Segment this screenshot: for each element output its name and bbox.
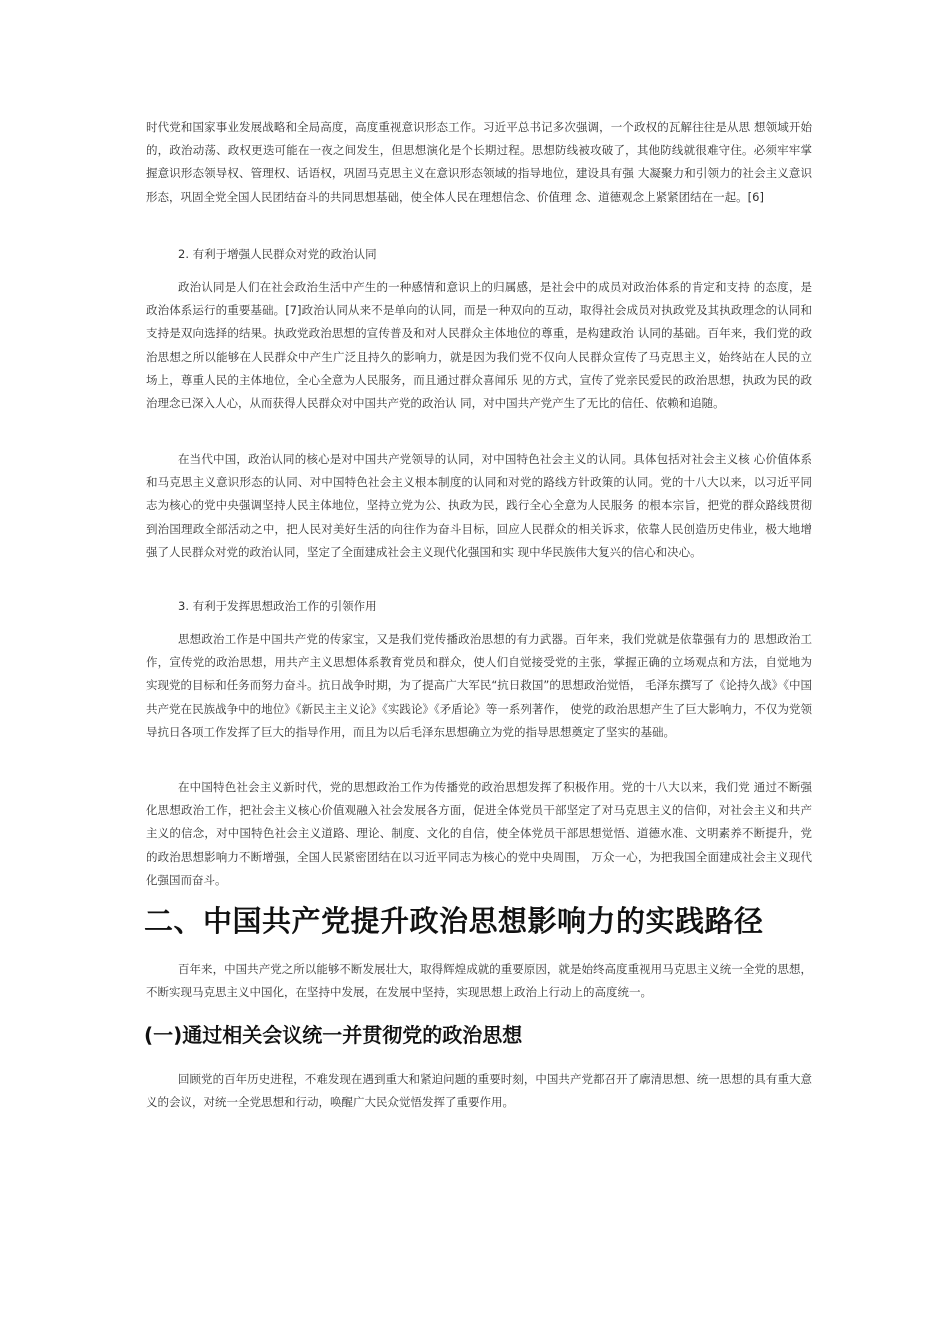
subsection-heading: (一)通过相关会议统一并贯彻党的政治思想: [144, 1023, 523, 1047]
paragraph-ideological-work-heritage: 思想政治工作是中国共产党的传家宝，又是我们党传播政治思想的有力武器。百年来，我们党就是依靠强有力的 思想政治工作，宣传党的政治思想，用共产主义思想体系教育党员和群众，使人们自觉接受党的主张，掌握正确的立场观点和方法，自觉地为实现党的目标和任务而努力奋斗。抗日战争时期，为了提高广大军民“抗日救国”的思想政治觉悟， 毛泽东撰写了《论持久战》《中国共产党在民族战争中的地位》《新民主主义论》《实践论》《矛盾论》等一系列著作， 使党的政治思想产生了巨大影响力，不仅为党领导抗日各项工作发挥了巨大的指导作用，而且为以后毛泽东思想确立为党的指导思想奠定了坚实的基础。: [146, 632, 812, 739]
paragraph-meetings-review: 回顾党的百年历史进程，不难发现在遇到重大和紧迫问题的重要时刻，中国共产党都召开了廓清思想、统一思想的具有重大意义的会议，对统一全党思想和行动，唤醒广大民众觉悟发挥了重要作用。: [146, 1072, 812, 1110]
subheading-ideological-work: 3. 有利于发挥思想政治工作的引领作用: [178, 599, 377, 613]
section-heading: 二、中国共产党提升政治思想影响力的实践路径: [144, 904, 764, 938]
paragraph-ideology-work: 时代党和国家事业发展战略和全局高度，高度重视意识形态工作。习近平总书记多次强调，一个政权的瓦解往往是从思 想领域开始的，政治动荡、政权更迭可能在一夜之间发生，但思想演化是个长期过程。思想防线被攻破了，其他防线就很难守住。必须牢牢掌握意识形态领导权、管理权、话语权，巩固马克思主义在意识形态领域的指导地位，建设具有强 大凝聚力和引领力的社会主义意识形态，巩固全党全国人民团结奋斗的共同思想基础，使全体人民在理想信念、价值理 念、道德观念上紧紧团结在一起。[6]: [146, 120, 812, 204]
paragraph-new-era-ideological-work: 在中国特色社会主义新时代，党的思想政治工作为传播党的政治思想发挥了积极作用。党的十八大以来，我们党 通过不断强化思想政治工作，把社会主义核心价值观融入社会发展各方面，促进全体党员干部坚定了对马克思主义的信仰，对社会主义和共产主义的信念，对中国特色社会主义道路、理论、制度、文化的自信，使全体党员干部思想觉悟、道德水准、文明素养不断提升，党的政治思想影响力不断增强，全国人民紧密团结在以习近平同志为核心的党中央周围， 万众一心，为把我国全面建成社会主义现代化强国而奋斗。: [146, 780, 812, 887]
paragraph-political-identity-basis: 政治认同是人们在社会政治生活中产生的一种感情和意识上的归属感，是社会中的成员对政治体系的肯定和支持 的态度，是政治体系运行的重要基础。[7]政治认同从来不是单向的认同，而是一种双向的互动，取得社会成员对执政党及其执政理念的认同和支持是双向选择的结果。执政党政治思想的宣传普及和对人民群众主体地位的尊重，是构建政治 认同的基础。百年来，我们党的政治思想之所以能够在人民群众中产生广泛且持久的影响力，就是因为我们党不仅向人民群众宣传了马克思主义，始终站在人民的立场上，尊重人民的主体地位，全心全意为人民服务，而且通过群众喜闻乐 见的方式，宣传了党亲民爱民的政治思想，执政为民的政治理念已深入人心，从而获得人民群众对中国共产党的政治认 同，对中国共产党产生了无比的信任、依赖和追随。: [146, 280, 812, 411]
paragraph-contemporary-identity: 在当代中国，政治认同的核心是对中国共产党领导的认同，对中国特色社会主义的认同。具体包括对社会主义核 心价值体系和马克思主义意识形态的认同、对中国特色社会主义根本制度的认同和对党的路线方针政策的认同。党的十八大以来，以习近平同志为核心的党中央强调坚持人民主体地位，坚持立党为公、执政为民，践行全心全意为人民服务 的根本宗旨，把党的群众路线贯彻到治国理政全部活动之中，把人民对美好生活的向往作为奋斗目标，回应人民群众的相关诉求，依靠人民创造历史伟业，极大地增强了人民群众对党的政治认同，坚定了全面建成社会主义现代化强国和实 现中华民族伟大复兴的信心和决心。: [146, 452, 812, 559]
subheading-political-identity: 2. 有利于增强人民群众对党的政治认同: [178, 247, 377, 261]
paragraph-section-intro: 百年来，中国共产党之所以能够不断发展壮大，取得辉煌成就的重要原因，就是始终高度重视用马克思主义统一全党的思想，不断实现马克思主义中国化，在坚持中发展，在发展中坚持，实现思想上政治上行动上的高度统一。: [146, 962, 812, 1000]
